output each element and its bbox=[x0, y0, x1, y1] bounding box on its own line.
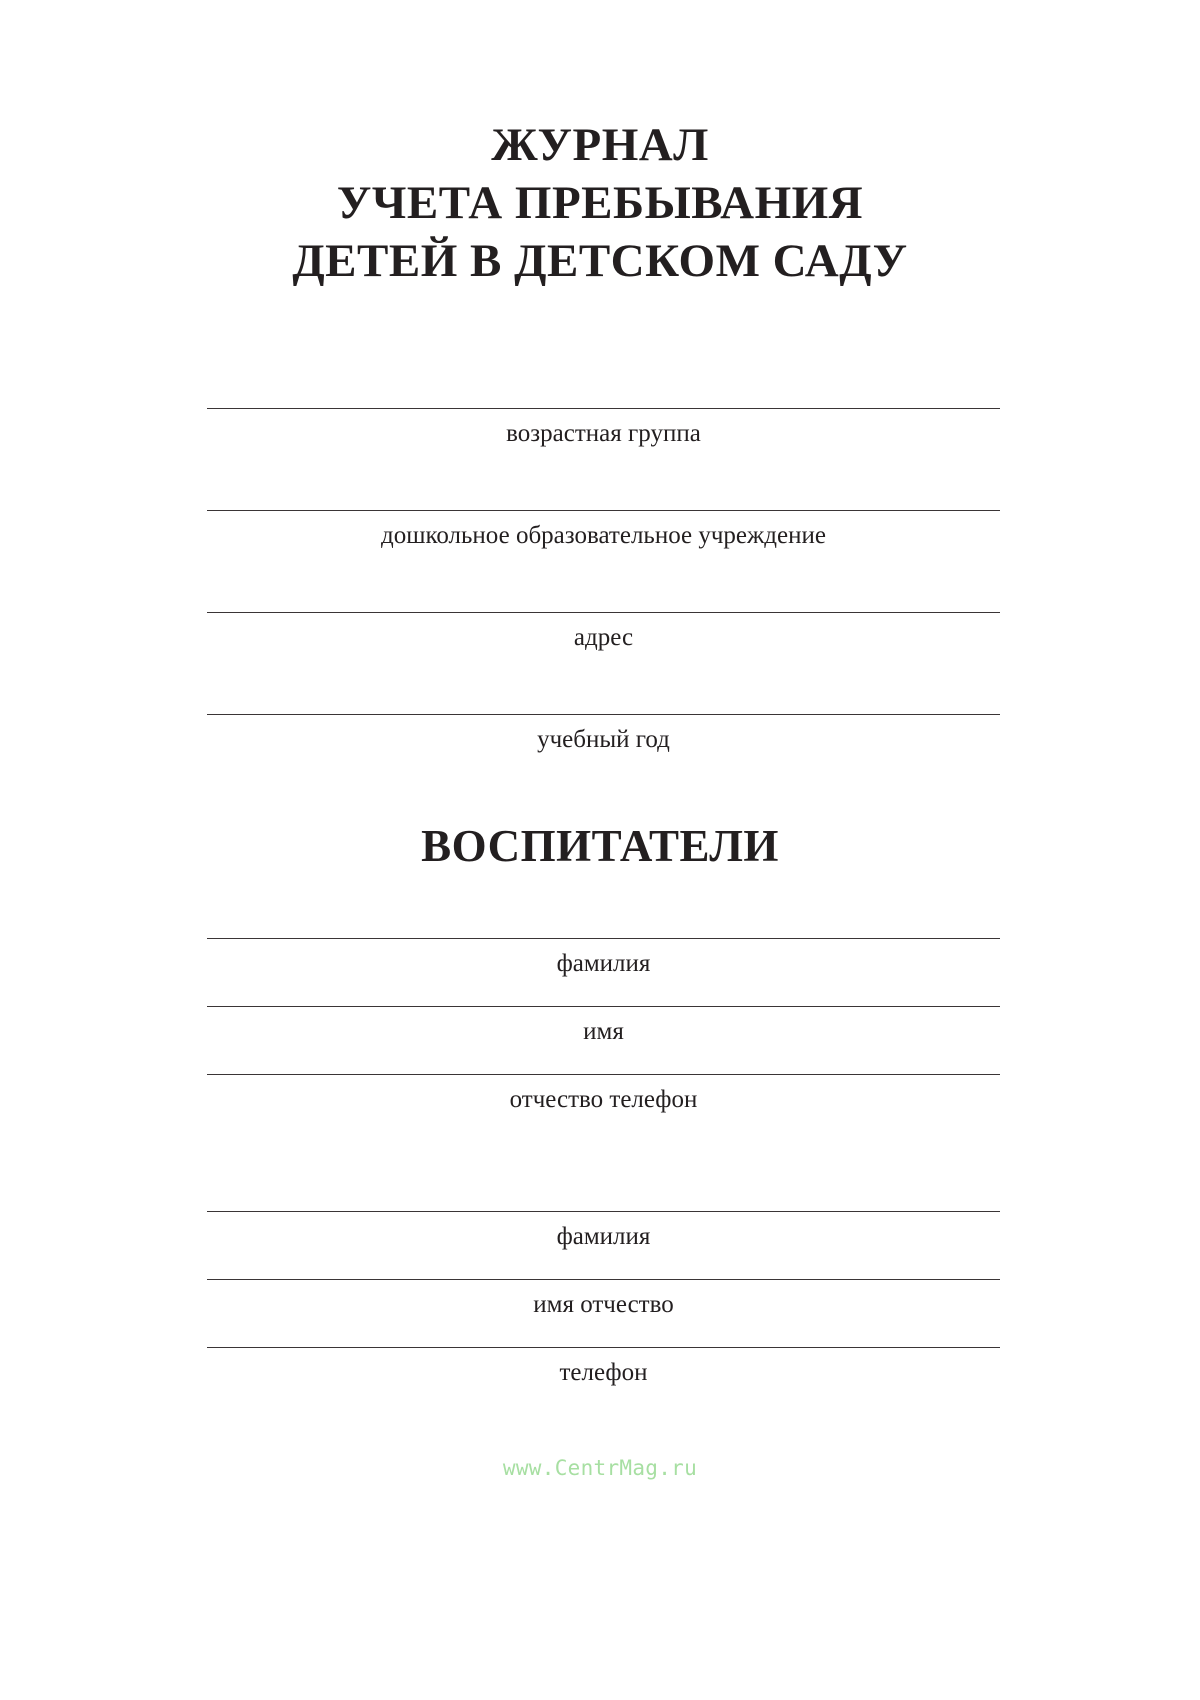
address-label: адрес bbox=[573, 624, 634, 651]
school-year-label: учебный год bbox=[537, 726, 670, 753]
educator-1-patronymic-phone-label: отчество телефон bbox=[509, 1086, 698, 1113]
educator-2-phone-label: телефон bbox=[559, 1359, 648, 1386]
educator-1-name-line[interactable] bbox=[207, 1006, 1000, 1007]
educator-1-name-field[interactable] bbox=[207, 1006, 1000, 1047]
educator-2-phone-field[interactable] bbox=[207, 1347, 1000, 1388]
address-field[interactable] bbox=[207, 612, 1000, 653]
educator-1-surname-field[interactable] bbox=[207, 938, 1000, 979]
watermark-text: www.CentrMag.ru bbox=[502, 1456, 698, 1480]
institution-field[interactable] bbox=[207, 510, 1000, 551]
educator-2-name-patronymic-field[interactable] bbox=[207, 1279, 1000, 1320]
age-group-field[interactable] bbox=[207, 408, 1000, 449]
age-group-blank-line[interactable] bbox=[207, 408, 1000, 409]
page-title bbox=[0, 116, 1200, 290]
educators-heading: ВОСПИТАТЕЛИ bbox=[421, 821, 779, 871]
educator-1-name-label: имя bbox=[583, 1018, 624, 1045]
educator-2-name-patronymic-line[interactable] bbox=[207, 1279, 1000, 1280]
educator-2-name-patronymic-label: имя отчество bbox=[533, 1291, 674, 1318]
institution-blank-line[interactable] bbox=[207, 510, 1000, 511]
educator-1-patronymic-phone-field[interactable] bbox=[207, 1074, 1000, 1115]
educator-2-phone-line[interactable] bbox=[207, 1347, 1000, 1348]
school-year-field[interactable] bbox=[207, 714, 1000, 755]
title-line-3: ДЕТЕЙ В ДЕТСКОМ САДУ bbox=[292, 235, 908, 287]
educator-2-surname-line[interactable] bbox=[207, 1211, 1000, 1212]
title-line-1: ЖУРНАЛ bbox=[491, 119, 709, 171]
title-line-2: УЧЕТА ПРЕБЫВАНИЯ bbox=[336, 177, 864, 229]
educator-1-surname-label: фамилия bbox=[556, 950, 651, 977]
educator-1-patronymic-phone-line[interactable] bbox=[207, 1074, 1000, 1075]
school-year-blank-line[interactable] bbox=[207, 714, 1000, 715]
educator-1-surname-line[interactable] bbox=[207, 938, 1000, 939]
address-blank-line[interactable] bbox=[207, 612, 1000, 613]
educator-2-surname-label: фамилия bbox=[556, 1223, 651, 1250]
institution-label: дошкольное образовательное учреждение bbox=[381, 522, 826, 549]
educator-2-surname-field[interactable] bbox=[207, 1211, 1000, 1252]
age-group-label: возрастная группа bbox=[506, 420, 701, 447]
